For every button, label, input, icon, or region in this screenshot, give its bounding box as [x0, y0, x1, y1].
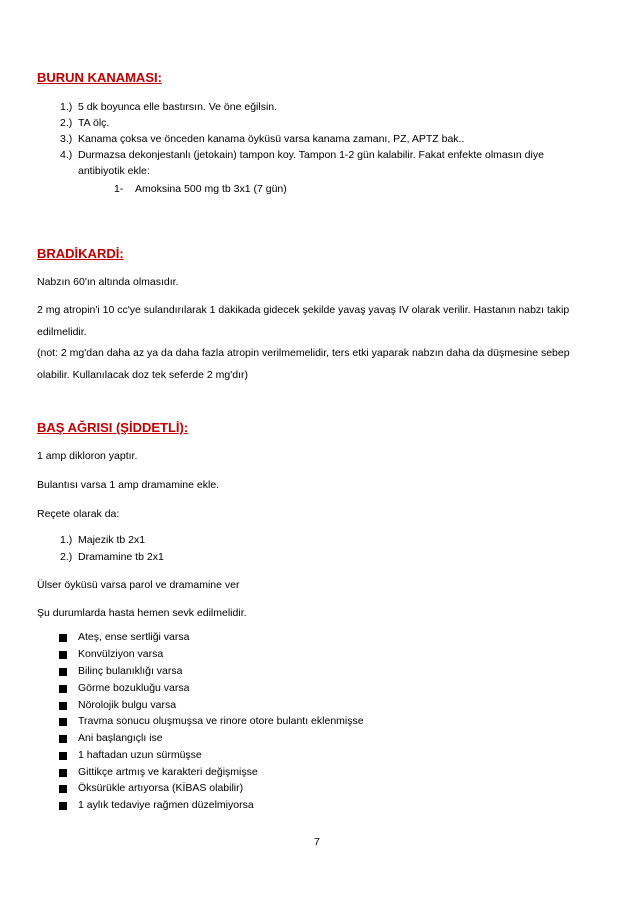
bullet-item: Nörolojik bulgu varsa [78, 699, 177, 711]
list-item: Majezik tb 2x1 [78, 534, 146, 546]
list-item: TA ölç. [78, 117, 110, 129]
list-item-continuation: antibiyotik ekle: [78, 165, 150, 177]
square-bullet-icon [59, 668, 67, 676]
list-number: 2.) [60, 117, 73, 129]
section-heading-bradikardi: BRADİKARDİ: [37, 246, 124, 261]
list-number: 1.) [60, 101, 73, 113]
bullet-item: Görme bozukluğu varsa [78, 682, 190, 694]
list-number: 1.) [60, 534, 73, 546]
list-item: Kanama çoksa ve önceden kanama öyküsü varsa kanama zamanı, PZ, APTZ bak.. [78, 133, 465, 145]
section-heading-bas-agrisi: BAŞ AĞRISI (ŞİDDETLİ): [37, 420, 189, 435]
bullet-item: Travma sonucu oluşmuşsa ve rinore otore bulantı eklenmişse [78, 715, 364, 727]
bullet-item: 1 haftadan uzun sürmüşse [78, 749, 202, 761]
sub-list-item: Amoksina 500 mg tb 3x1 (7 gün) [135, 183, 287, 195]
page-number: 7 [314, 836, 320, 848]
paragraph: (not: 2 mg'dan daha az ya da daha fazla atropin verilmemelidir, ters etki yaparak nabzın daha da düşmesine sebep olabilir. Kullanılacak doz tek seferde 2 mg'dır) [37, 347, 570, 381]
paragraph: Nabzın 60'ın altında olmasıdır. [37, 276, 179, 288]
list-item: Dramamine tb 2x1 [78, 551, 164, 563]
bullet-item: Gittikçe artmış ve karakteri değişmişse [78, 766, 258, 778]
bullet-item: Bilinç bulanıklığı varsa [78, 665, 183, 677]
list-number: 4.) [60, 149, 73, 161]
sub-list-number: 1- [114, 183, 124, 195]
list-item: Durmazsa dekonjestanlı (jetokain) tampon koy. Tampon 1-2 gün kalabilir. Fakat enfekte olmasın diye [78, 149, 544, 161]
square-bullet-icon [59, 685, 67, 693]
square-bullet-icon [59, 785, 67, 793]
bullet-item: 1 aylık tedaviye rağmen düzelmiyorsa [78, 799, 254, 811]
list-number: 3.) [60, 133, 73, 145]
bullet-item: Öksürükle artıyorsa (KİBAS olabilir) [78, 782, 244, 794]
paragraph: 1 amp dikloron yaptır. [37, 450, 138, 462]
square-bullet-icon [59, 802, 67, 810]
paragraph: Ülser öyküsü varsa parol ve dramamine ver [37, 579, 240, 591]
square-bullet-icon [59, 634, 67, 642]
square-bullet-icon [59, 752, 67, 760]
list-item: 5 dk boyunca elle bastırsın. Ve öne eğilsin. [78, 101, 278, 113]
square-bullet-icon [59, 718, 67, 726]
paragraph: Bulantısı varsa 1 amp dramamine ekle. [37, 479, 220, 491]
section-heading-burun-kanamasi: BURUN KANAMASI: [37, 70, 162, 85]
paragraph: 2 mg atropin'i 10 cc'ye sulandırılarak 1 dakikada gidecek şekilde yavaş yavaş IV olarak verilir. Hastanın nabzı takip edilmelidir. [37, 304, 570, 338]
paragraph: Şu durumlarda hasta hemen sevk edilmelidir. [37, 607, 247, 619]
paragraph: Reçete olarak da: [37, 508, 120, 520]
square-bullet-icon [59, 651, 67, 659]
bullet-item: Konvülziyon varsa [78, 648, 164, 660]
bullet-item: Ateş, ense sertliği varsa [78, 631, 190, 643]
square-bullet-icon [59, 735, 67, 743]
square-bullet-icon [59, 702, 67, 710]
list-number: 2.) [60, 551, 73, 563]
bullet-item: Ani başlangıçlı ise [78, 732, 163, 744]
square-bullet-icon [59, 769, 67, 777]
